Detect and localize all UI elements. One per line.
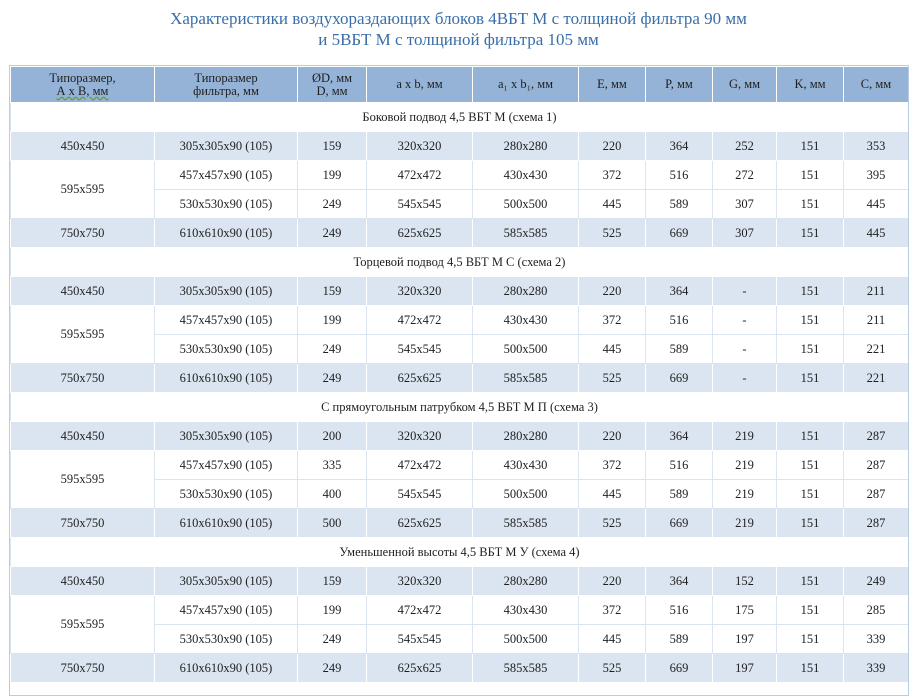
- cell-k: 151: [777, 422, 844, 451]
- cell-p: 364: [646, 422, 713, 451]
- col-header-filter: Типоразмер фильтра, мм: [155, 67, 298, 103]
- cell-p: 364: [646, 277, 713, 306]
- cell-p: 669: [646, 654, 713, 683]
- cell-p: 669: [646, 509, 713, 538]
- cell-d: 159: [298, 277, 367, 306]
- cell-g: 272: [713, 161, 777, 190]
- cell-p: 516: [646, 596, 713, 625]
- cell-c: 221: [844, 364, 909, 393]
- cell-filter: 530x530x90 (105): [155, 480, 298, 509]
- cell-a1b1: 430x430: [473, 161, 579, 190]
- col-header-a1b1: a₁ x b₁, мм: [473, 67, 579, 103]
- cell-a1b1: 280x280: [473, 132, 579, 161]
- cell-p: 364: [646, 132, 713, 161]
- cell-d: 159: [298, 567, 367, 596]
- cell-d: 400: [298, 480, 367, 509]
- cell-e: 525: [579, 654, 646, 683]
- cell-filter: 305x305x90 (105): [155, 422, 298, 451]
- col-header-ab: a x b, мм: [367, 67, 473, 103]
- title-line-2: и 5ВБТ М с толщиной фильтра 105 мм: [318, 30, 599, 49]
- cell-size: 595х595: [11, 451, 155, 509]
- cell-c: 211: [844, 306, 909, 335]
- cell-c: 287: [844, 451, 909, 480]
- cell-filter: 610x610x90 (105): [155, 509, 298, 538]
- cell-size: 750х750: [11, 219, 155, 248]
- section-row: [11, 248, 909, 277]
- cell-a1b1: 500x500: [473, 335, 579, 364]
- cell-d: 500: [298, 509, 367, 538]
- table-row: [11, 567, 909, 596]
- cell-a1b1: 430x430: [473, 596, 579, 625]
- cell-k: 151: [777, 480, 844, 509]
- cell-k: 151: [777, 219, 844, 248]
- cell-d: 249: [298, 335, 367, 364]
- cell-c: 285: [844, 596, 909, 625]
- cell-g: 219: [713, 509, 777, 538]
- cell-filter: 610x610x90 (105): [155, 364, 298, 393]
- cell-a1b1: 430x430: [473, 306, 579, 335]
- cell-filter: 305x305x90 (105): [155, 132, 298, 161]
- cell-k: 151: [777, 596, 844, 625]
- cell-ab: 320x320: [367, 277, 473, 306]
- cell-k: 151: [777, 190, 844, 219]
- table-row: [11, 596, 909, 625]
- cell-c: 395: [844, 161, 909, 190]
- cell-c: 221: [844, 335, 909, 364]
- cell-filter: 610x610x90 (105): [155, 219, 298, 248]
- cell-a1b1: 280x280: [473, 422, 579, 451]
- cell-g: -: [713, 306, 777, 335]
- section-row: [11, 103, 909, 132]
- cell-size: 450х450: [11, 567, 155, 596]
- cell-ab: 320x320: [367, 422, 473, 451]
- cell-a1b1: 280x280: [473, 567, 579, 596]
- section-title: Уменьшенной высоты 4,5 ВБТ М У (схема 4): [11, 538, 909, 567]
- cell-g: 219: [713, 422, 777, 451]
- cell-k: 151: [777, 567, 844, 596]
- cell-g: 219: [713, 451, 777, 480]
- cell-a1b1: 430x430: [473, 451, 579, 480]
- cell-d: 199: [298, 306, 367, 335]
- table-header-row: [11, 67, 909, 103]
- cell-p: 669: [646, 364, 713, 393]
- table-row: [11, 422, 909, 451]
- cell-filter: 530x530x90 (105): [155, 335, 298, 364]
- cell-g: -: [713, 277, 777, 306]
- cell-ab: 625x625: [367, 654, 473, 683]
- table-row: [11, 306, 909, 335]
- cell-a1b1: 585x585: [473, 219, 579, 248]
- cell-d: 249: [298, 364, 367, 393]
- cell-size: 450х450: [11, 277, 155, 306]
- table-row: [11, 132, 909, 161]
- col-header-d: ØD, мм D, мм: [298, 67, 367, 103]
- cell-filter: 457x457x90 (105): [155, 451, 298, 480]
- cell-e: 445: [579, 480, 646, 509]
- cell-ab: 472x472: [367, 306, 473, 335]
- cell-d: 335: [298, 451, 367, 480]
- cell-g: 197: [713, 625, 777, 654]
- cell-size: 595х595: [11, 306, 155, 364]
- cell-e: 525: [579, 219, 646, 248]
- cell-ab: 625x625: [367, 509, 473, 538]
- cell-e: 372: [579, 161, 646, 190]
- cell-filter: 457x457x90 (105): [155, 161, 298, 190]
- specs-table: [10, 66, 909, 683]
- cell-size: 595х595: [11, 161, 155, 219]
- cell-c: 287: [844, 422, 909, 451]
- cell-a1b1: 500x500: [473, 480, 579, 509]
- cell-k: 151: [777, 364, 844, 393]
- cell-d: 249: [298, 625, 367, 654]
- cell-filter: 530x530x90 (105): [155, 190, 298, 219]
- cell-e: 372: [579, 306, 646, 335]
- cell-size: 750х750: [11, 509, 155, 538]
- cell-e: 220: [579, 422, 646, 451]
- cell-p: 589: [646, 480, 713, 509]
- col-header-k: K, мм: [777, 67, 844, 103]
- col-header-c: C, мм: [844, 67, 909, 103]
- cell-k: 151: [777, 306, 844, 335]
- cell-filter: 530x530x90 (105): [155, 625, 298, 654]
- cell-c: 287: [844, 480, 909, 509]
- cell-ab: 545x545: [367, 335, 473, 364]
- cell-a1b1: 500x500: [473, 190, 579, 219]
- cell-k: 151: [777, 335, 844, 364]
- cell-c: 445: [844, 190, 909, 219]
- cell-p: 516: [646, 306, 713, 335]
- cell-a1b1: 585x585: [473, 364, 579, 393]
- cell-size: 450х450: [11, 422, 155, 451]
- cell-ab: 545x545: [367, 480, 473, 509]
- cell-ab: 320x320: [367, 567, 473, 596]
- cell-g: -: [713, 335, 777, 364]
- cell-filter: 457x457x90 (105): [155, 596, 298, 625]
- cell-g: 252: [713, 132, 777, 161]
- section-row: [11, 393, 909, 422]
- cell-filter: 457x457x90 (105): [155, 306, 298, 335]
- col-header-e: E, мм: [579, 67, 646, 103]
- cell-k: 151: [777, 277, 844, 306]
- table-row: [11, 654, 909, 683]
- cell-ab: 472x472: [367, 451, 473, 480]
- cell-d: 249: [298, 219, 367, 248]
- table-row: [11, 161, 909, 190]
- cell-e: 525: [579, 509, 646, 538]
- cell-g: 175: [713, 596, 777, 625]
- cell-filter: 305x305x90 (105): [155, 567, 298, 596]
- cell-c: 249: [844, 567, 909, 596]
- cell-d: 200: [298, 422, 367, 451]
- cell-ab: 625x625: [367, 364, 473, 393]
- cell-e: 445: [579, 190, 646, 219]
- cell-c: 211: [844, 277, 909, 306]
- cell-p: 589: [646, 625, 713, 654]
- cell-p: 364: [646, 567, 713, 596]
- cell-a1b1: 500x500: [473, 625, 579, 654]
- cell-a1b1: 280x280: [473, 277, 579, 306]
- cell-g: 307: [713, 219, 777, 248]
- cell-k: 151: [777, 161, 844, 190]
- col-header-p: P, мм: [646, 67, 713, 103]
- cell-g: 307: [713, 190, 777, 219]
- cell-d: 199: [298, 596, 367, 625]
- cell-k: 151: [777, 451, 844, 480]
- cell-a1b1: 585x585: [473, 509, 579, 538]
- title-line-1: Характеристики воздухораздающих блоков 4ВБТ М с толщиной фильтра 90 мм: [170, 9, 747, 28]
- cell-e: 445: [579, 335, 646, 364]
- cell-size: 595х595: [11, 596, 155, 654]
- cell-p: 516: [646, 451, 713, 480]
- cell-g: 197: [713, 654, 777, 683]
- cell-e: 372: [579, 451, 646, 480]
- cell-k: 151: [777, 132, 844, 161]
- table-body: [11, 103, 909, 683]
- cell-g: -: [713, 364, 777, 393]
- section-row: [11, 538, 909, 567]
- cell-size: 450х450: [11, 132, 155, 161]
- table-row: [11, 364, 909, 393]
- cell-c: 353: [844, 132, 909, 161]
- cell-ab: 320x320: [367, 132, 473, 161]
- cell-c: 339: [844, 625, 909, 654]
- cell-ab: 545x545: [367, 625, 473, 654]
- cell-e: 372: [579, 596, 646, 625]
- cell-c: 445: [844, 219, 909, 248]
- cell-ab: 472x472: [367, 596, 473, 625]
- cell-g: 152: [713, 567, 777, 596]
- cell-ab: 472x472: [367, 161, 473, 190]
- cell-d: 159: [298, 132, 367, 161]
- cell-d: 199: [298, 161, 367, 190]
- cell-ab: 545x545: [367, 190, 473, 219]
- cell-d: 249: [298, 190, 367, 219]
- col-header-g: G, мм: [713, 67, 777, 103]
- cell-g: 219: [713, 480, 777, 509]
- section-title: С прямоугольным патрубком 4,5 ВБТ М П (схема 3): [11, 393, 909, 422]
- cell-size: 750х750: [11, 364, 155, 393]
- document-title: [0, 8, 917, 50]
- cell-p: 589: [646, 190, 713, 219]
- cell-p: 669: [646, 219, 713, 248]
- cell-filter: 305x305x90 (105): [155, 277, 298, 306]
- table-row: [11, 509, 909, 538]
- cell-c: 339: [844, 654, 909, 683]
- cell-size: 750х750: [11, 654, 155, 683]
- cell-k: 151: [777, 654, 844, 683]
- table-row: [11, 219, 909, 248]
- cell-e: 445: [579, 625, 646, 654]
- table-row: [11, 451, 909, 480]
- cell-k: 151: [777, 509, 844, 538]
- cell-ab: 625x625: [367, 219, 473, 248]
- cell-p: 516: [646, 161, 713, 190]
- cell-p: 589: [646, 335, 713, 364]
- cell-filter: 610x610x90 (105): [155, 654, 298, 683]
- table-row: [11, 277, 909, 306]
- cell-e: 220: [579, 277, 646, 306]
- cell-e: 525: [579, 364, 646, 393]
- cell-k: 151: [777, 625, 844, 654]
- cell-d: 249: [298, 654, 367, 683]
- cell-a1b1: 585x585: [473, 654, 579, 683]
- section-title: Боковой подвод 4,5 ВБТ М (схема 1): [11, 103, 909, 132]
- col-header-size: Типоразмер, А х В, мм: [11, 67, 155, 103]
- section-title: Торцевой подвод 4,5 ВБТ М С (схема 2): [11, 248, 909, 277]
- cell-e: 220: [579, 567, 646, 596]
- cell-c: 287: [844, 509, 909, 538]
- cell-e: 220: [579, 132, 646, 161]
